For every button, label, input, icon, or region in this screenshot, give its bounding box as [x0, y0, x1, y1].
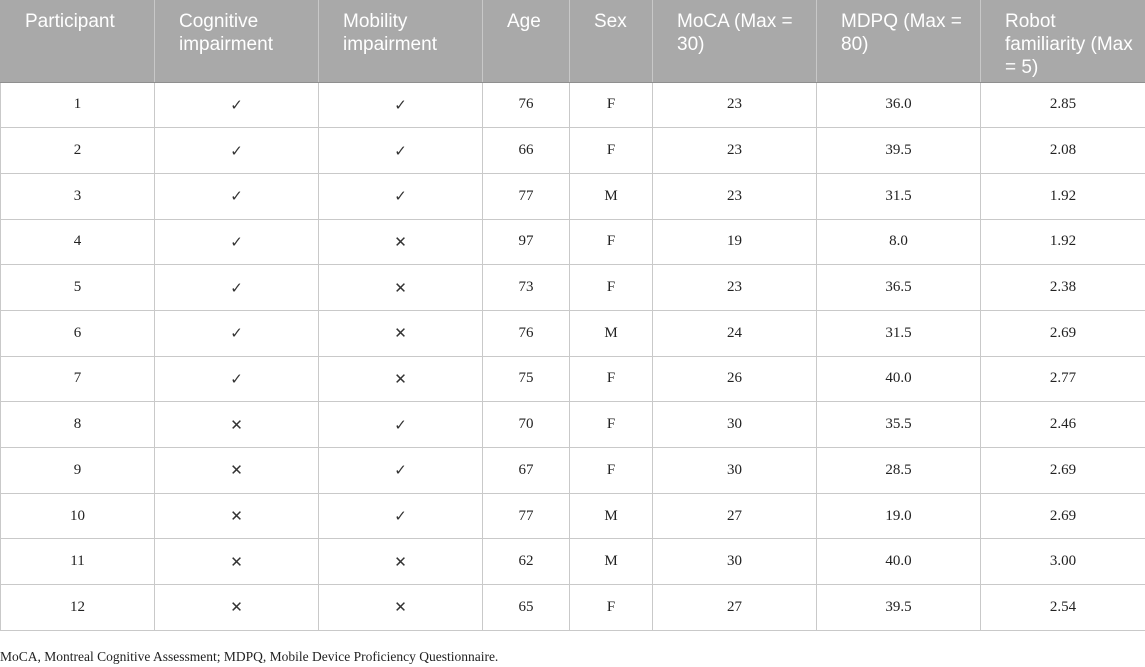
- age-cell: 75: [483, 356, 570, 402]
- table-row: [1, 310, 1145, 356]
- moca-cell: 30: [653, 402, 817, 448]
- participant-cell: 11: [1, 539, 155, 585]
- robot-familiarity-cell: 2.46: [981, 402, 1145, 448]
- table-body: [1, 82, 1145, 630]
- robot-familiarity-cell: 2.69: [981, 310, 1145, 356]
- moca-cell: 27: [653, 585, 817, 631]
- table-row: [1, 82, 1145, 128]
- header-robot-familiarity: Robot familiarity (Max = 5): [981, 0, 1145, 82]
- mobility-impairment-cell: ✓: [319, 128, 483, 174]
- participant-cell: 8: [1, 402, 155, 448]
- table-row: [1, 585, 1145, 631]
- mobility-impairment-cell: ✓: [319, 448, 483, 494]
- cognitive-impairment-cell: ✕: [155, 493, 319, 539]
- header-sex: Sex: [570, 0, 653, 82]
- participant-cell: 7: [1, 356, 155, 402]
- sex-cell: F: [570, 356, 653, 402]
- sex-cell: M: [570, 173, 653, 219]
- table-row: [1, 539, 1145, 585]
- age-cell: 67: [483, 448, 570, 494]
- cognitive-impairment-cell: ✓: [155, 356, 319, 402]
- cognitive-impairment-cell: ✓: [155, 128, 319, 174]
- sex-cell: F: [570, 265, 653, 311]
- participant-cell: 4: [1, 219, 155, 265]
- header-mdpq: MDPQ (Max = 80): [817, 0, 981, 82]
- cognitive-impairment-cell: ✕: [155, 585, 319, 631]
- table-footnote: MoCA, Montreal Cognitive Assessment; MDPQ, Mobile Device Proficiency Questionnaire.: [0, 649, 499, 664]
- mdpq-cell: 31.5: [817, 173, 981, 219]
- mobility-impairment-cell: ✕: [319, 219, 483, 265]
- mobility-impairment-cell: ✕: [319, 310, 483, 356]
- mdpq-cell: 28.5: [817, 448, 981, 494]
- robot-familiarity-cell: 2.38: [981, 265, 1145, 311]
- mdpq-cell: 40.0: [817, 356, 981, 402]
- sex-cell: M: [570, 493, 653, 539]
- mdpq-cell: 39.5: [817, 128, 981, 174]
- sex-cell: F: [570, 585, 653, 631]
- mobility-impairment-cell: ✓: [319, 173, 483, 219]
- age-cell: 66: [483, 128, 570, 174]
- mdpq-cell: 40.0: [817, 539, 981, 585]
- participant-cell: 1: [1, 82, 155, 128]
- table-row: [1, 402, 1145, 448]
- header-age: Age: [483, 0, 570, 82]
- age-cell: 76: [483, 310, 570, 356]
- header-row: [1, 0, 1145, 82]
- table-row: [1, 493, 1145, 539]
- table-row: [1, 265, 1145, 311]
- participant-cell: 9: [1, 448, 155, 494]
- mobility-impairment-cell: ✓: [319, 493, 483, 539]
- cognitive-impairment-cell: ✓: [155, 82, 319, 128]
- header-mobility-impairment: Mobility impairment: [319, 0, 483, 82]
- header-cognitive-impairment: Cognitive impairment: [155, 0, 319, 82]
- age-cell: 70: [483, 402, 570, 448]
- robot-familiarity-cell: 3.00: [981, 539, 1145, 585]
- participant-cell: 5: [1, 265, 155, 311]
- mobility-impairment-cell: ✕: [319, 356, 483, 402]
- age-cell: 62: [483, 539, 570, 585]
- robot-familiarity-cell: 2.69: [981, 448, 1145, 494]
- table-row: [1, 219, 1145, 265]
- mdpq-cell: 31.5: [817, 310, 981, 356]
- sex-cell: M: [570, 539, 653, 585]
- sex-cell: F: [570, 128, 653, 174]
- robot-familiarity-cell: 1.92: [981, 173, 1145, 219]
- participant-cell: 12: [1, 585, 155, 631]
- mdpq-cell: 35.5: [817, 402, 981, 448]
- moca-cell: 30: [653, 539, 817, 585]
- participant-cell: 6: [1, 310, 155, 356]
- cognitive-impairment-cell: ✕: [155, 448, 319, 494]
- moca-cell: 24: [653, 310, 817, 356]
- sex-cell: F: [570, 448, 653, 494]
- header-moca: MoCA (Max = 30): [653, 0, 817, 82]
- mobility-impairment-cell: ✓: [319, 402, 483, 448]
- mdpq-cell: 19.0: [817, 493, 981, 539]
- cognitive-impairment-cell: ✓: [155, 310, 319, 356]
- table-row: [1, 448, 1145, 494]
- participant-cell: 3: [1, 173, 155, 219]
- mdpq-cell: 39.5: [817, 585, 981, 631]
- cognitive-impairment-cell: ✓: [155, 265, 319, 311]
- robot-familiarity-cell: 2.08: [981, 128, 1145, 174]
- table-row: [1, 128, 1145, 174]
- sex-cell: M: [570, 310, 653, 356]
- mdpq-cell: 36.0: [817, 82, 981, 128]
- age-cell: 73: [483, 265, 570, 311]
- moca-cell: 30: [653, 448, 817, 494]
- cognitive-impairment-cell: ✓: [155, 219, 319, 265]
- moca-cell: 23: [653, 82, 817, 128]
- mobility-impairment-cell: ✓: [319, 82, 483, 128]
- header-participant: Participant: [1, 0, 155, 82]
- moca-cell: 23: [653, 173, 817, 219]
- table-row: [1, 173, 1145, 219]
- sex-cell: F: [570, 402, 653, 448]
- age-cell: 76: [483, 82, 570, 128]
- mobility-impairment-cell: ✕: [319, 539, 483, 585]
- moca-cell: 19: [653, 219, 817, 265]
- age-cell: 77: [483, 173, 570, 219]
- cognitive-impairment-cell: ✓: [155, 173, 319, 219]
- mobility-impairment-cell: ✕: [319, 265, 483, 311]
- participant-cell: 2: [1, 128, 155, 174]
- age-cell: 65: [483, 585, 570, 631]
- sex-cell: F: [570, 219, 653, 265]
- robot-familiarity-cell: 2.77: [981, 356, 1145, 402]
- cognitive-impairment-cell: ✕: [155, 402, 319, 448]
- mdpq-cell: 36.5: [817, 265, 981, 311]
- moca-cell: 26: [653, 356, 817, 402]
- robot-familiarity-cell: 2.85: [981, 82, 1145, 128]
- mobility-impairment-cell: ✕: [319, 585, 483, 631]
- moca-cell: 23: [653, 128, 817, 174]
- cognitive-impairment-cell: ✕: [155, 539, 319, 585]
- mdpq-cell: 8.0: [817, 219, 981, 265]
- age-cell: 77: [483, 493, 570, 539]
- sex-cell: F: [570, 82, 653, 128]
- robot-familiarity-cell: 2.54: [981, 585, 1145, 631]
- robot-familiarity-cell: 2.69: [981, 493, 1145, 539]
- moca-cell: 27: [653, 493, 817, 539]
- participant-cell: 10: [1, 493, 155, 539]
- moca-cell: 23: [653, 265, 817, 311]
- table-row: [1, 356, 1145, 402]
- age-cell: 97: [483, 219, 570, 265]
- robot-familiarity-cell: 1.92: [981, 219, 1145, 265]
